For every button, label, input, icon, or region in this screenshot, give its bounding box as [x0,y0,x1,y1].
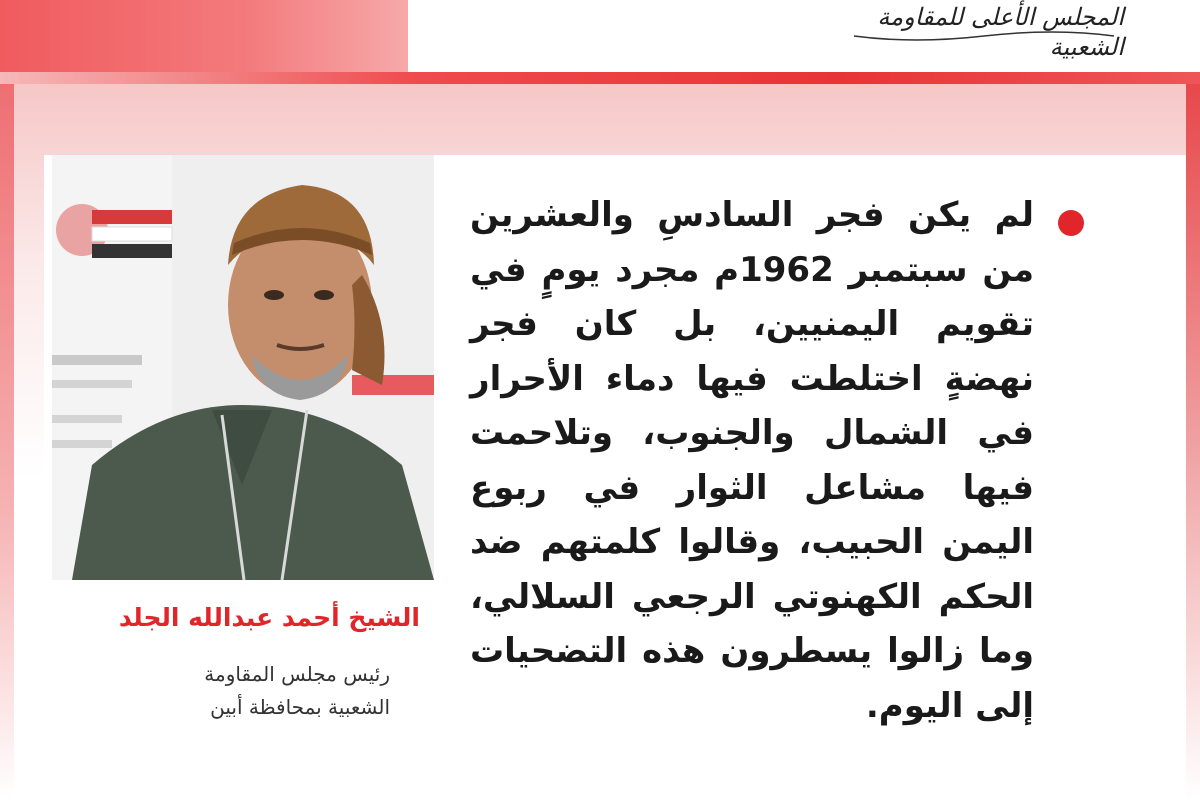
portrait-illustration [52,155,434,580]
portrait-photo [52,155,434,580]
person-name: الشيخ أحمد عبدالله الجلد [118,603,420,632]
quote-text: لم يكن فجر السادسِ والعشرين من سبتمبر 1962م مجرد يومٍ في تقويم اليمنيين، بل كان فجر نهضةٍ اختلطت فيها دماء الأحرار في الشمال والجنوب، وتلاحمت فيها مشاعل الثوار في ربوع اليمن الحبيب، وقالوا كلمتهم ضد الحكم الكهنوتي الرجعي السلالي، وما زالوا يسطرون هذه التضحيات إلى اليوم. [470,195,1034,726]
red-dot-icon [1058,210,1084,236]
person-title-line-2: الشعبية بمحافظة أبين [210,695,390,719]
header-left-band [0,0,408,72]
logo-flourish-icon [844,30,1124,44]
person-title-line-1: رئيس مجلس المقاومة [204,662,390,686]
frame-left-edge [0,84,14,800]
frame-right-edge [1186,84,1200,800]
header-divider [0,72,1200,84]
council-logo [844,2,1124,61]
logo-text: المجلس الأعلى للمقاومة الشعبية [877,3,1124,61]
